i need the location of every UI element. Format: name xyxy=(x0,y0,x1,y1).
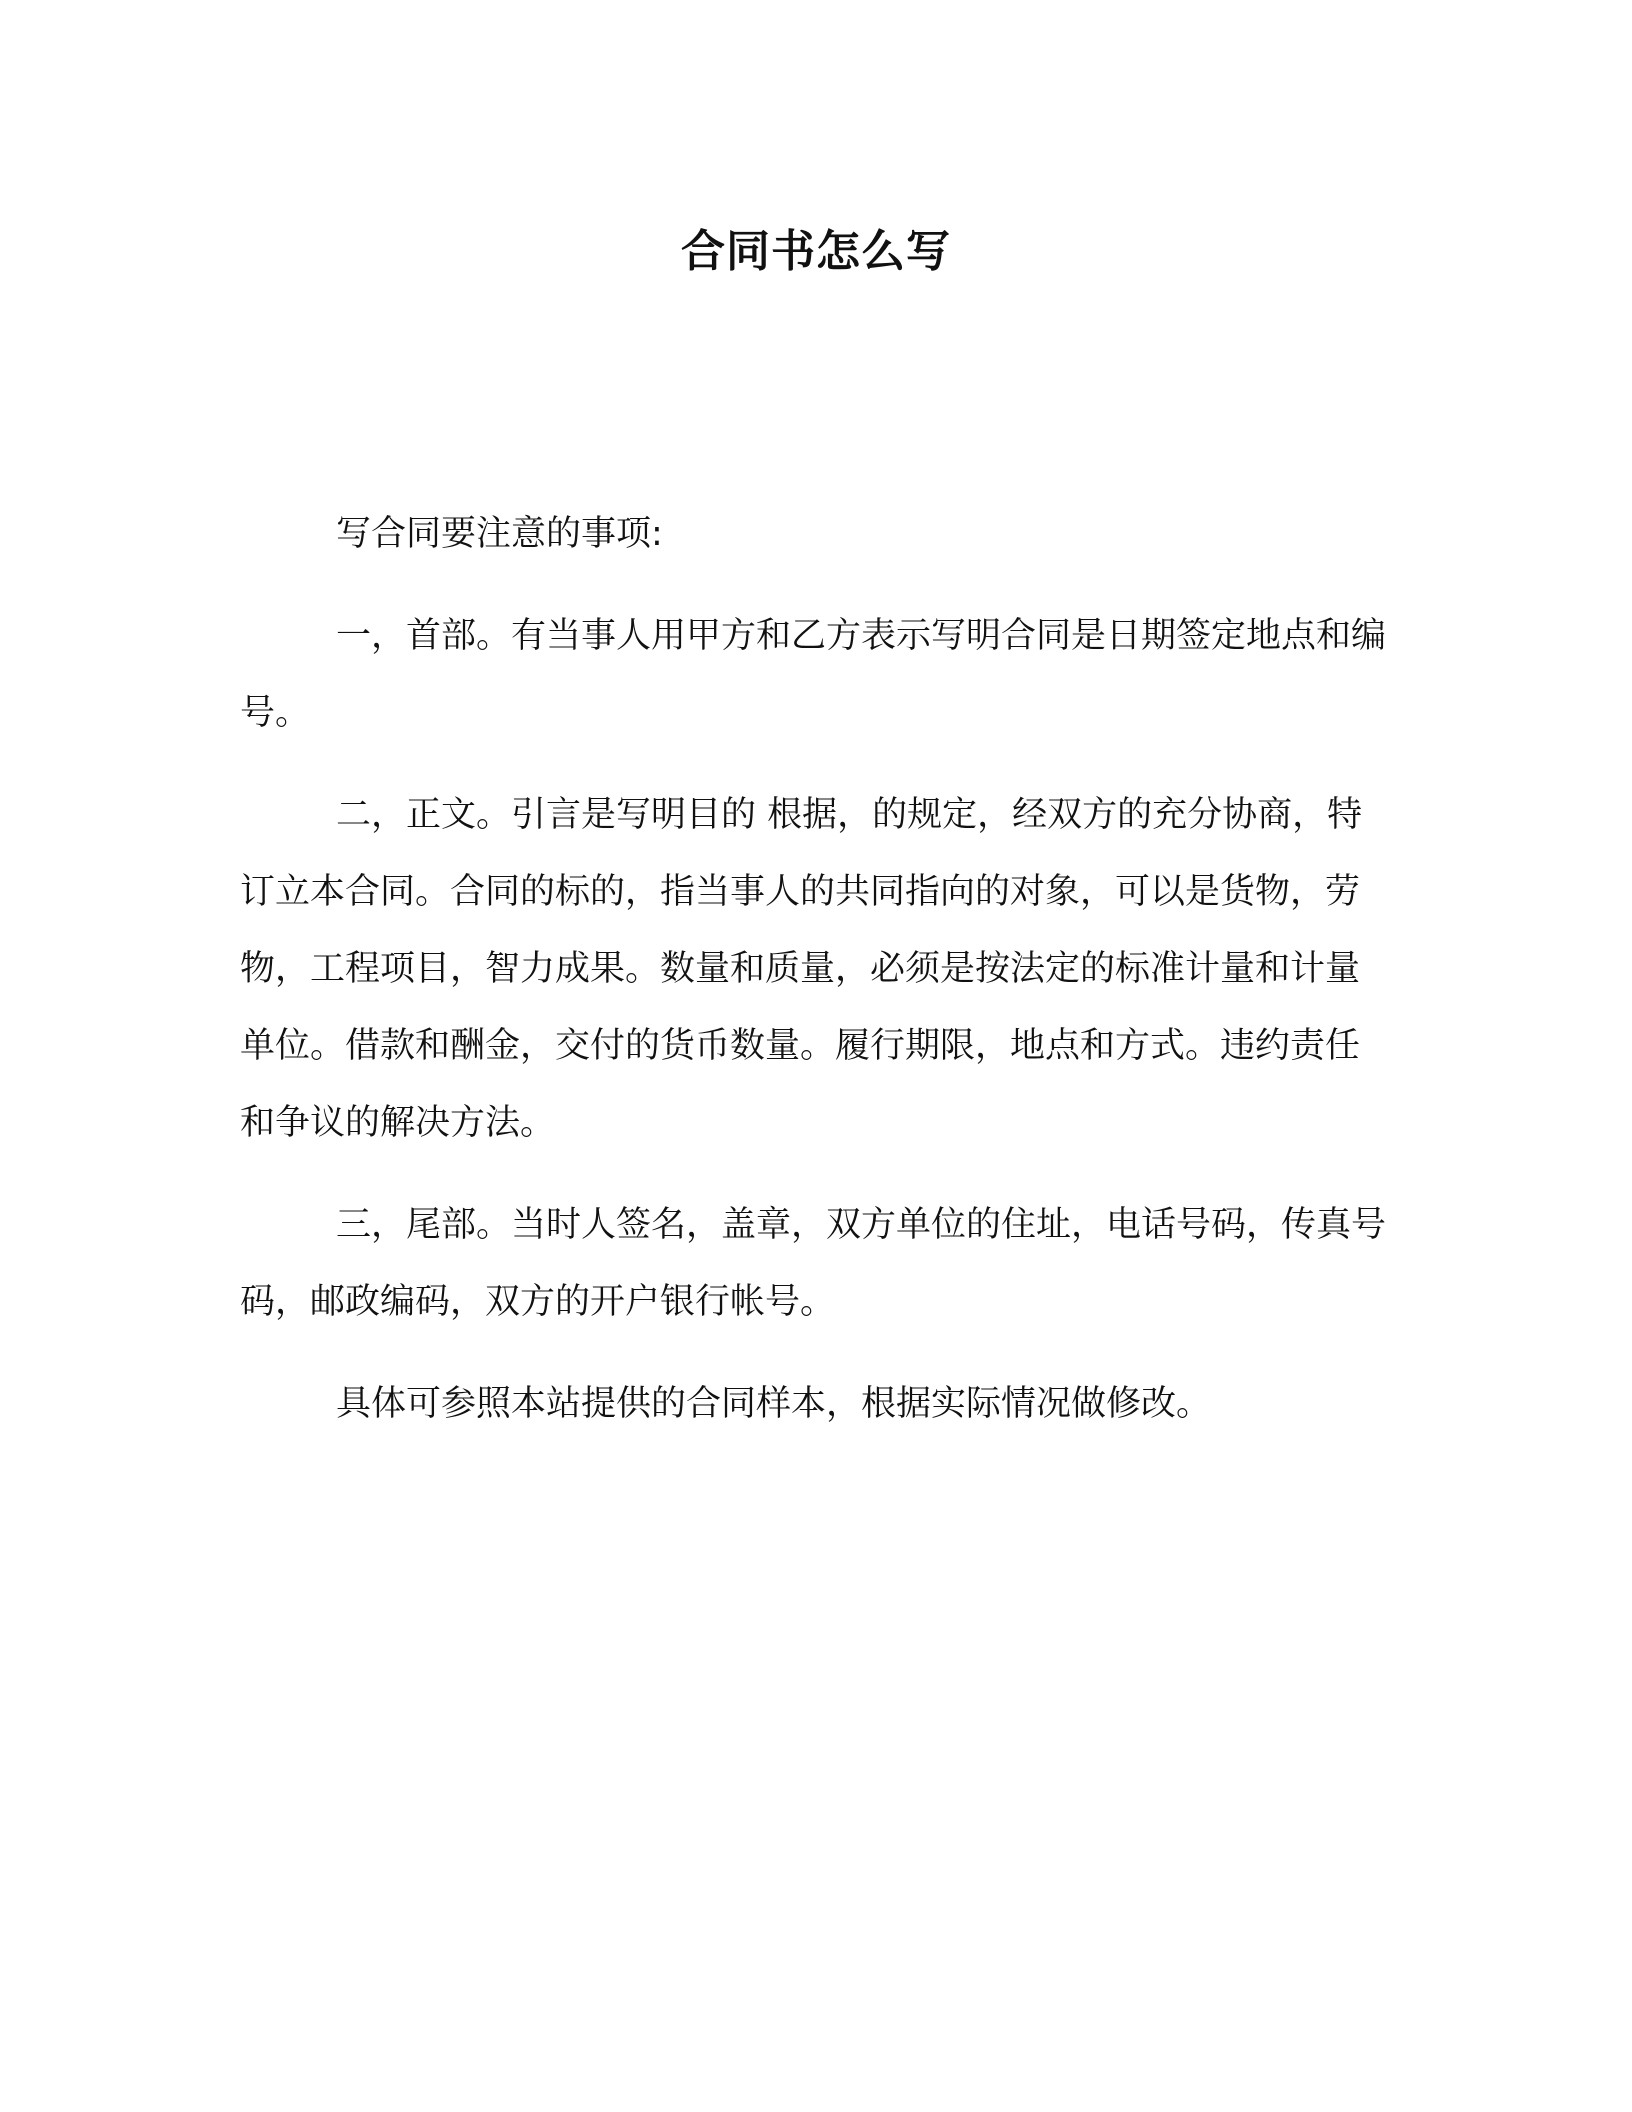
paragraph-header-section: 一，首部。有当事人用甲方和乙方表示写明合同是日期签定地点和编号。 xyxy=(240,616,1387,733)
paragraph-notes-heading: 写合同要注意的事项: xyxy=(336,514,663,554)
document-body xyxy=(240,496,1390,1468)
paragraph-closing-note: 具体可参照本站提供的合同样本，根据实际情况做修改。 xyxy=(336,1384,1212,1424)
document-title: 合同书怎么写 xyxy=(681,226,951,277)
paragraph-footer-section: 三，尾部。当时人签名，盖章，双方单位的住址，电话号码，传真号码，邮政编码，双方的开户银行帐号。 xyxy=(240,1205,1387,1322)
paragraph-body-section: 二，正文。引言是写明目的 根据，的规定，经双方的充分协商，特订立本合同。合同的标的，指当事人的共同指向的对象，可以是货物，劳物，工程项目，智力成果。数量和质量，必须是按法定的标准计量和计量单位。借款和酬金，交付的货币数量。履行期限，地点和方式。违约责任和争议的解决方法。 xyxy=(240,795,1363,1143)
